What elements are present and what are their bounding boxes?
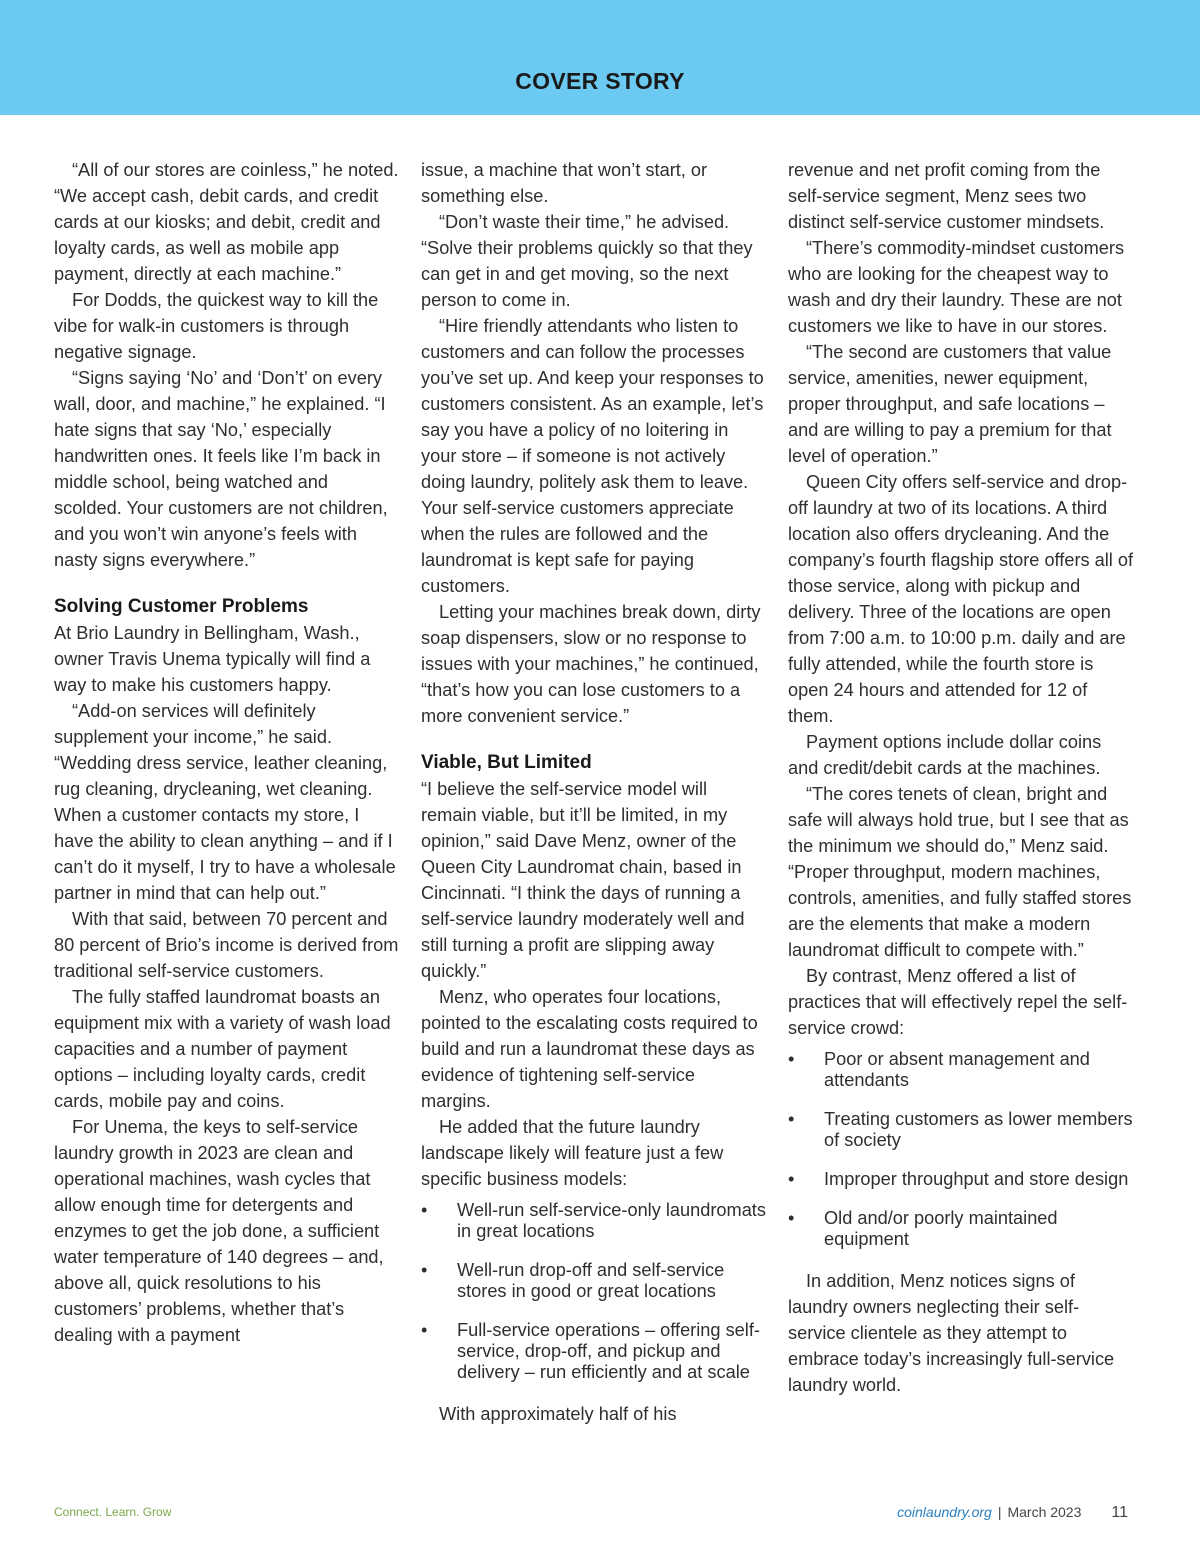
- paragraph: “Signs saying ‘No’ and ‘Don’t’ on every wall, door, and machine,” he explained. “I hate signs that say ‘No,’ especially handwritten ones. It feels like I’m back in middle school, being watched and scolded. Your customers are not children, and you won’t win anyone’s feels with nasty signs everywhere.”: [54, 368, 388, 570]
- list-item-text: Well-run drop-off and self-service stores in good or great locations: [457, 1260, 725, 1301]
- list-item: [788, 1169, 1134, 1190]
- list-item: [421, 1200, 767, 1242]
- paragraph: At Brio Laundry in Bellingham, Wash., owner Travis Unema typically will find a way to make his customers happy.: [54, 623, 371, 695]
- list-item: [788, 1049, 1134, 1091]
- section-title: COVER STORY: [515, 68, 685, 94]
- list-item: [421, 1260, 767, 1302]
- footer-info: [897, 1504, 1128, 1522]
- paragraph: Queen City offers self-service and drop-off laundry at two of its locations. A third location also offers drycleaning. And the company’s fourth flagship store offers all of those service, along with pickup and delivery. Three of the locations are open from 7:00 a.m. to 10:00 p.m. daily and are fully attended, while the fourth store is open 24 hours and attended for 12 of them.: [788, 472, 1134, 726]
- list-item: [788, 1109, 1134, 1151]
- repel-practices-list: [788, 1049, 1134, 1250]
- paragraph: “The second are customers that value service, amenities, newer equipment, proper throughput, and safe locations – and are willing to pay a premium for that level of operation.”: [788, 342, 1112, 466]
- list-item-text: Poor or absent management and attendants: [824, 1049, 1090, 1090]
- paragraph: “The cores tenets of clean, bright and safe will always hold true, but I see that as the minimum we should do,” Menz said. “Proper throughput, modern machines, controls, amenities, and fully staffed stores are the elements that make a modern laundromat difficult to compete with.”: [788, 784, 1132, 960]
- bullet-icon: •: [788, 1169, 795, 1189]
- bullet-icon: •: [421, 1260, 428, 1280]
- article-column-3: [788, 157, 1134, 1398]
- list-item-text: Treating customers as lower members of society: [824, 1109, 1133, 1150]
- business-models-list: [421, 1200, 767, 1383]
- paragraph: Payment options include dollar coins and credit/debit cards at the machines.: [788, 732, 1102, 778]
- list-item-text: Well-run self-service-only laundromats in great locations: [457, 1200, 766, 1241]
- footer-tagline: Connect. Learn. Grow: [54, 1505, 172, 1519]
- subheading-viable-but-limited: Viable, But Limited: [421, 752, 592, 773]
- paragraph: The fully staffed laundromat boasts an equipment mix with a variety of wash load capacities and a number of payment options – including loyalty cards, credit cards, mobile pay and coins.: [54, 987, 391, 1111]
- paragraph: “Hire friendly attendants who listen to customers and can follow the processes you’ve set up. And keep your responses to customers consistent. As an example, let’s say you have a policy of no loitering in your store – if someone is not actively doing laundry, politely ask them to leave. Your self-service customers appreciate when the rules are followed and the laundromat is kept safe for paying customers.: [421, 316, 764, 596]
- footer-date: March 2023: [1007, 1504, 1082, 1520]
- list-item: [421, 1320, 767, 1383]
- bullet-icon: •: [788, 1049, 795, 1069]
- footer-site-link[interactable]: coinlaundry.org: [897, 1504, 992, 1520]
- paragraph: For Dodds, the quickest way to kill the vibe for walk-in customers is through negative signage.: [54, 290, 379, 362]
- paragraph: “Don’t waste their time,” he advised. “Solve their problems quickly so that they can get in and get moving, so the next person to come in.: [421, 212, 753, 310]
- list-item-text: Full-service operations – offering self-service, drop-off, and pickup and delivery – run efficiently and at scale: [457, 1320, 760, 1382]
- bullet-icon: •: [421, 1320, 428, 1340]
- subheading-solving-customer-problems: Solving Customer Problems: [54, 596, 309, 617]
- footer-separator: |: [997, 1504, 1002, 1520]
- header-band: [0, 0, 1200, 115]
- paragraph: revenue and net profit coming from the self-service segment, Menz sees two distinct self-service customer mindsets.: [788, 160, 1105, 232]
- paragraph: “There’s commodity-mindset customers who are looking for the cheapest way to wash and dry their laundry. These are not customers we like to have in our stores.: [788, 238, 1125, 336]
- page-number: 11: [1111, 1504, 1128, 1521]
- paragraph: Letting your machines break down, dirty soap dispensers, slow or no response to issues with your machines,” he continued, “that’s how you can lose customers to a more convenient service.”: [421, 602, 761, 726]
- paragraph: For Unema, the keys to self-service laundry growth in 2023 are clean and operational machines, wash cycles that allow enough time for detergents and enzymes to get the job done, a sufficient water temperature of 140 degrees – and, above all, quick resolutions to his customers’ problems, whether that’s dealing with a payment: [54, 1117, 384, 1345]
- paragraph: With approximately half of his: [439, 1404, 677, 1424]
- bullet-icon: •: [421, 1200, 428, 1220]
- paragraph: He added that the future laundry landscape likely will feature just a few specific business models:: [421, 1117, 724, 1189]
- list-item-text: Improper throughput and store design: [824, 1169, 1129, 1189]
- article-column-1: [54, 157, 400, 1348]
- paragraph: By contrast, Menz offered a list of practices that will effectively repel the self-service crowd:: [788, 966, 1128, 1038]
- bullet-icon: •: [788, 1208, 795, 1228]
- paragraph: In addition, Menz notices signs of laundry owners neglecting their self-service clientele as they attempt to embrace today’s increasingly full-service laundry world.: [788, 1271, 1115, 1395]
- paragraph: With that said, between 70 percent and 80 percent of Brio’s income is derived from traditional self-service customers.: [54, 909, 399, 981]
- list-item-text: Old and/or poorly maintained equipment: [824, 1208, 1058, 1249]
- paragraph: “I believe the self-service model will remain viable, but it’ll be limited, in my opinion,” said Dave Menz, owner of the Queen City Laundromat chain, based in Cincinnati. “I think the days of running a self-service laundry moderately well and still turning a profit are slipping away quickly.”: [421, 779, 745, 981]
- paragraph: issue, a machine that won’t start, or something else.: [421, 160, 708, 206]
- paragraph: Menz, who operates four locations, pointed to the escalating costs required to build and run a laundromat these days as evidence of tightening self-service margins.: [421, 987, 758, 1111]
- paragraph: “All of our stores are coinless,” he noted. “We accept cash, debit cards, and credit cards at our kiosks; and debit, credit and loyalty cards, as well as mobile app payment, directly at each machine.”: [54, 160, 399, 284]
- paragraph: “Add-on services will definitely supplement your income,” he said. “Wedding dress service, leather cleaning, rug cleaning, drycleaning, wet cleaning. When a customer contacts my store, I have the ability to clean anything – and if I can’t do it myself, I try to have a wholesale partner in mind that can help out.”: [54, 701, 396, 903]
- article-column-2: [421, 157, 767, 1427]
- bullet-icon: •: [788, 1109, 795, 1129]
- list-item: [788, 1208, 1134, 1250]
